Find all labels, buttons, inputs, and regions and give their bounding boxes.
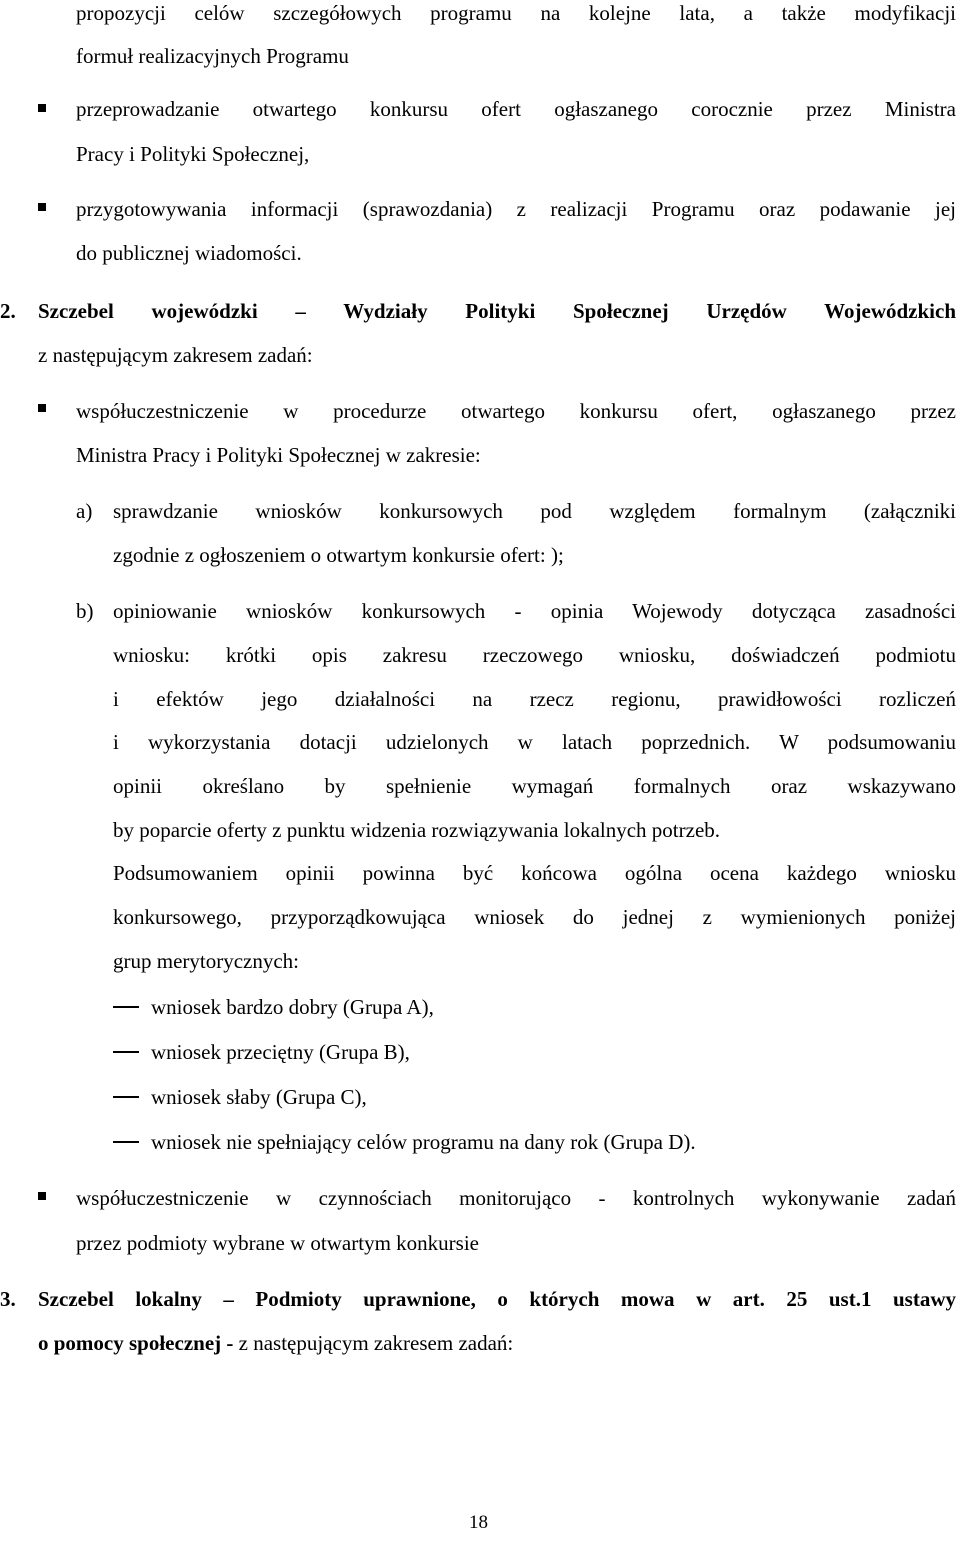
item-text: grup merytorycznych: <box>113 949 300 973</box>
square-bullet-icon <box>38 203 46 211</box>
dash-bullet-icon <box>113 1006 139 1008</box>
bullet-text: do publicznej wiadomości. <box>76 241 302 265</box>
section-number: 2. <box>0 299 16 323</box>
paragraph-line: propozycji celów szczegółowych programu na kolejne lata, a także modyfikacji <box>76 1 956 25</box>
group-item: wniosek bardzo dobry (Grupa A), <box>151 995 434 1019</box>
item-text: opiniowanie wniosków konkursowych - opinia Wojewody dotycząca zasadności <box>113 599 956 623</box>
square-bullet-icon <box>38 404 46 412</box>
group-item: wniosek słaby (Grupa C), <box>151 1085 367 1109</box>
section-3-subtitle-rest: z następującym zakresem zadań: <box>233 1331 514 1355</box>
item-label: b) <box>76 599 94 623</box>
bullet-text: przez podmioty wybrane w otwartym konkursie <box>76 1231 479 1255</box>
group-item: wniosek przeciętny (Grupa B), <box>151 1040 410 1064</box>
section-2-subtitle: z następującym zakresem zadań: <box>38 343 313 367</box>
item-text: sprawdzanie wniosków konkursowych pod względem formalnym (załączniki <box>113 499 956 523</box>
page-number: 18 <box>469 1512 488 1533</box>
section-3-subtitle <box>38 1330 513 1356</box>
item-text: zgodnie z ogłoszeniem o otwartym konkursie ofert: ); <box>113 543 564 567</box>
item-text: opinii określano by spełnienie wymagań formalnych oraz wskazywano <box>113 774 956 798</box>
item-text: i wykorzystania dotacji udzielonych w latach poprzednich. W podsumowaniu <box>113 730 956 754</box>
paragraph-line: formuł realizacyjnych Programu <box>76 44 349 68</box>
dash-bullet-icon <box>113 1096 139 1098</box>
item-text: Podsumowaniem opinii powinna być końcowa ogólna ocena każdego wniosku <box>113 861 956 885</box>
dash-bullet-icon <box>113 1051 139 1053</box>
item-text: wniosku: krótki opis zakresu rzeczowego wniosku, doświadczeń podmiotu <box>113 643 956 667</box>
square-bullet-icon <box>38 1192 46 1200</box>
item-label: a) <box>76 499 93 523</box>
item-text: by poparcie oferty z punktu widzenia rozwiązywania lokalnych potrzeb. <box>113 818 721 842</box>
square-bullet-icon <box>38 104 46 112</box>
group-item: wniosek nie spełniający celów programu na dany rok (Grupa D). <box>151 1130 696 1154</box>
bullet-text: współuczestniczenie w procedurze otwartego konkursu ofert, ogłaszanego przez <box>76 399 956 423</box>
bullet-text: Ministra Pracy i Polityki Społecznej w zakresie: <box>76 443 481 467</box>
item-text: konkursowego, przyporządkowująca wniosek do jednej z wymienionych poniżej <box>113 905 956 929</box>
dash-bullet-icon <box>113 1141 139 1143</box>
bullet-text: przeprowadzanie otwartego konkursu ofert ogłaszanego corocznie przez Ministra <box>76 97 956 121</box>
bullet-text: współuczestniczenie w czynnościach monitorująco - kontrolnych wykonywanie zadań <box>76 1186 956 1210</box>
section-3-title: Szczebel lokalny – Podmioty uprawnione, o których mowa w art. 25 ust.1 ustawy <box>38 1287 956 1311</box>
item-text: i efektów jego działalności na rzecz regionu, prawidłowości rozliczeń <box>113 687 956 711</box>
section-number: 3. <box>0 1287 16 1311</box>
section-3-title-bold: o pomocy społecznej - <box>38 1331 234 1355</box>
section-2-title: Szczebel wojewódzki – Wydziały Polityki Społecznej Urzędów Wojewódzkich <box>38 299 956 323</box>
bullet-text: Pracy i Polityki Społecznej, <box>76 142 310 166</box>
bullet-text: przygotowywania informacji (sprawozdania) z realizacji Programu oraz podawanie jej <box>76 197 956 221</box>
